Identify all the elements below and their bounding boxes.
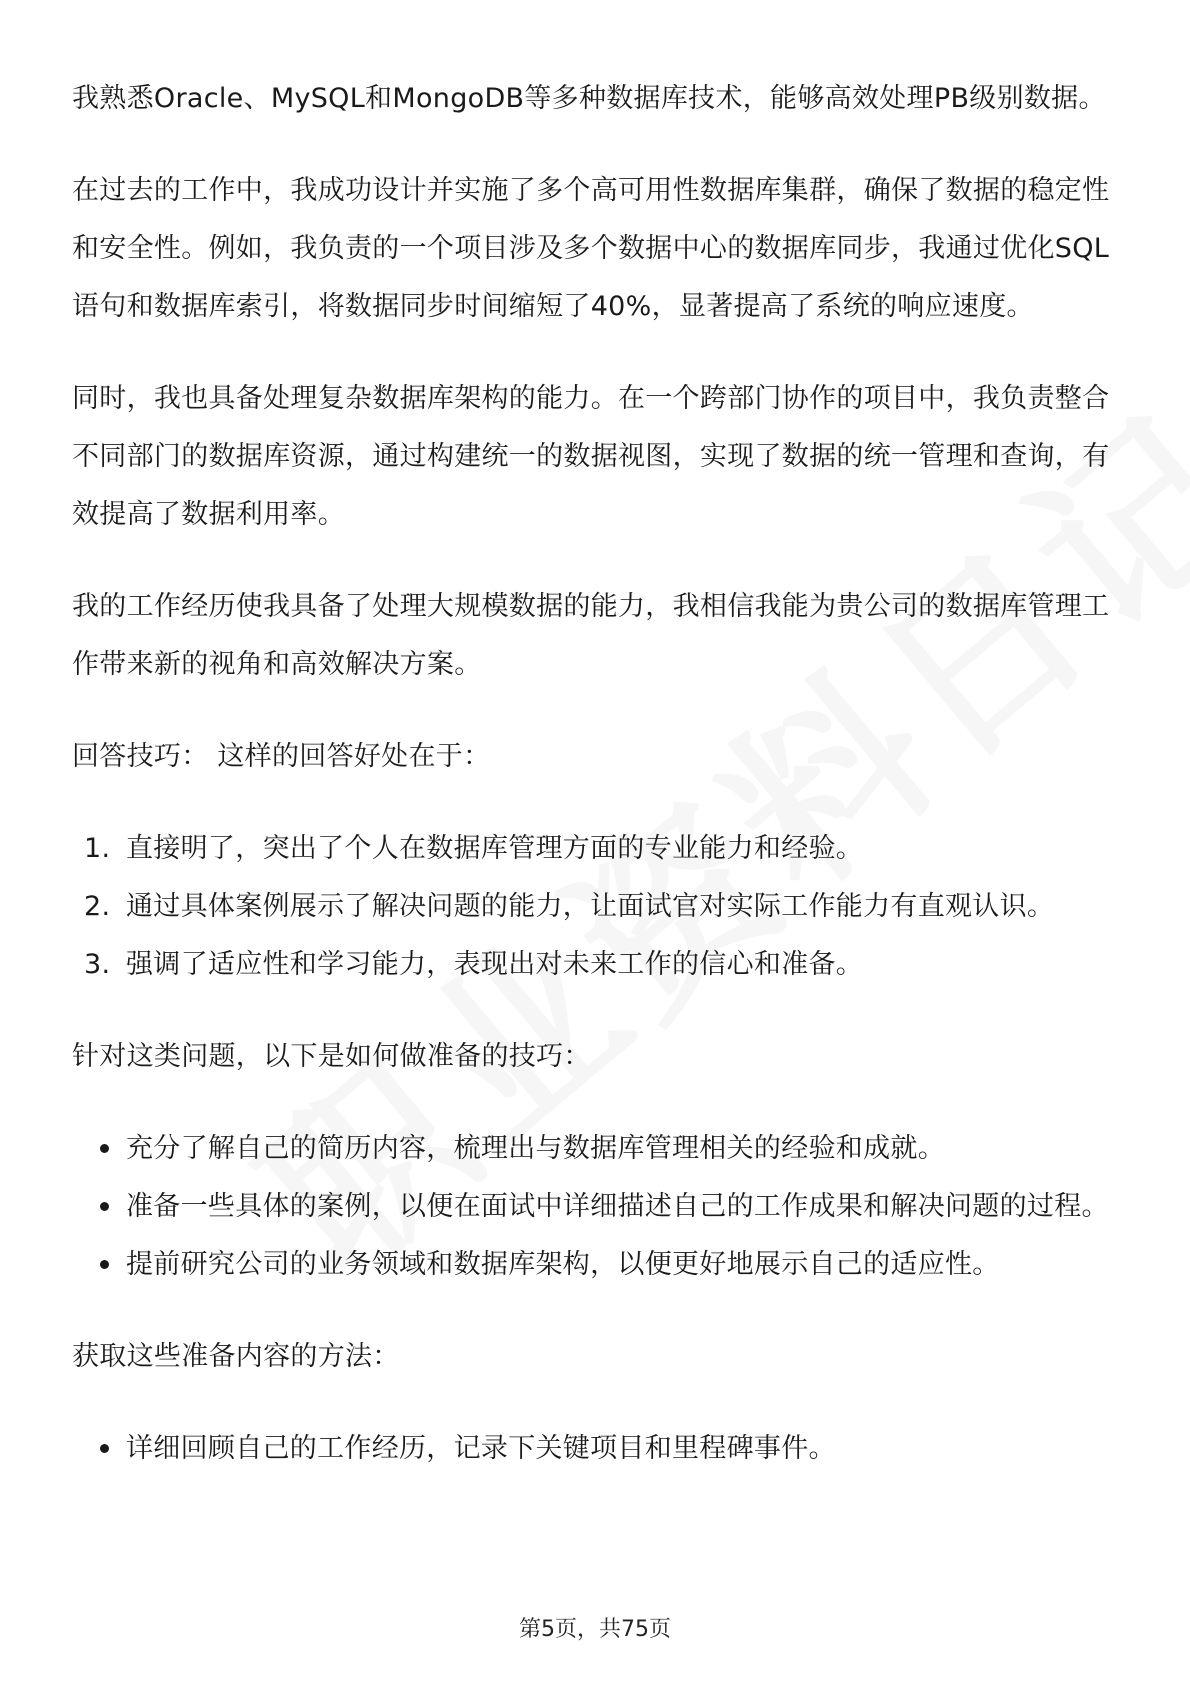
bullet-icon: [100, 1144, 109, 1153]
list-item: [72, 936, 1122, 994]
list-item: [72, 1236, 1122, 1294]
list-number: 3.: [84, 949, 111, 980]
list-item: [72, 820, 1122, 878]
list-number: 1.: [84, 833, 111, 864]
list-item-text: 直接明了，突出了个人在数据库管理方面的专业能力和经验。: [126, 833, 864, 864]
list-item-text: 详细回顾自己的工作经历，记录下关键项目和里程碑事件。: [126, 1433, 836, 1464]
method-list: [72, 1420, 1122, 1478]
list-item-text: 提前研究公司的业务领域和数据库架构，以便更好地展示自己的适应性。: [126, 1249, 1000, 1280]
list-item: [72, 1120, 1122, 1178]
list-item-text: 充分了解自己的简历内容，梳理出与数据库管理相关的经验和成就。: [126, 1133, 945, 1164]
tips-list: [72, 820, 1122, 994]
list-item-text: 通过具体案例展示了解决问题的能力，让面试官对实际工作能力有直观认识。: [126, 891, 1055, 922]
paragraph-ha-cluster: 在过去的工作中，我成功设计并实施了多个高可用性数据库集群，确保了数据的稳定性和安全性。例如，我负责的一个项目涉及多个数据中心的数据库同步，我通过优化SQL语句和数据库索引，将数据同步时间缩短了40%，显著提高了系统的响应速度。: [72, 175, 1110, 322]
bullet-icon: [100, 1202, 109, 1211]
tips-heading: 回答技巧： 这样的回答好处在于：: [72, 741, 491, 772]
bullet-icon: [100, 1260, 109, 1269]
list-item-text: 准备一些具体的案例，以便在面试中详细描述自己的工作成果和解决问题的过程。: [126, 1191, 1109, 1222]
paragraph-summary: 我的工作经历使我具备了处理大规模数据的能力，我相信我能为贵公司的数据库管理工作带来新的视角和高效解决方案。: [72, 591, 1110, 680]
list-number: 2.: [84, 891, 111, 922]
page-footer: 第5页，共75页: [519, 1617, 671, 1642]
paragraph-complex-architecture: 同时，我也具备处理复杂数据库架构的能力。在一个跨部门协作的项目中，我负责整合不同部门的数据库资源，通过构建统一的数据视图，实现了数据的统一管理和查询，有效提高了数据利用率。: [72, 383, 1110, 530]
prep-list: [72, 1120, 1122, 1294]
list-item: [72, 1178, 1122, 1236]
prep-heading: 针对这类问题，以下是如何做准备的技巧：: [72, 1041, 591, 1072]
list-item-text: 强调了适应性和学习能力，表现出对未来工作的信心和准备。: [126, 949, 864, 980]
list-item: [72, 1420, 1122, 1478]
paragraph-database-skills: 我熟悉Oracle、MySQL和MongoDB等多种数据库技术，能够高效处理PB级别数据。: [72, 83, 1106, 114]
method-heading: 获取这些准备内容的方法：: [72, 1341, 400, 1372]
bullet-icon: [100, 1444, 109, 1453]
page-content: [72, 70, 1122, 1512]
list-item: [72, 878, 1122, 936]
